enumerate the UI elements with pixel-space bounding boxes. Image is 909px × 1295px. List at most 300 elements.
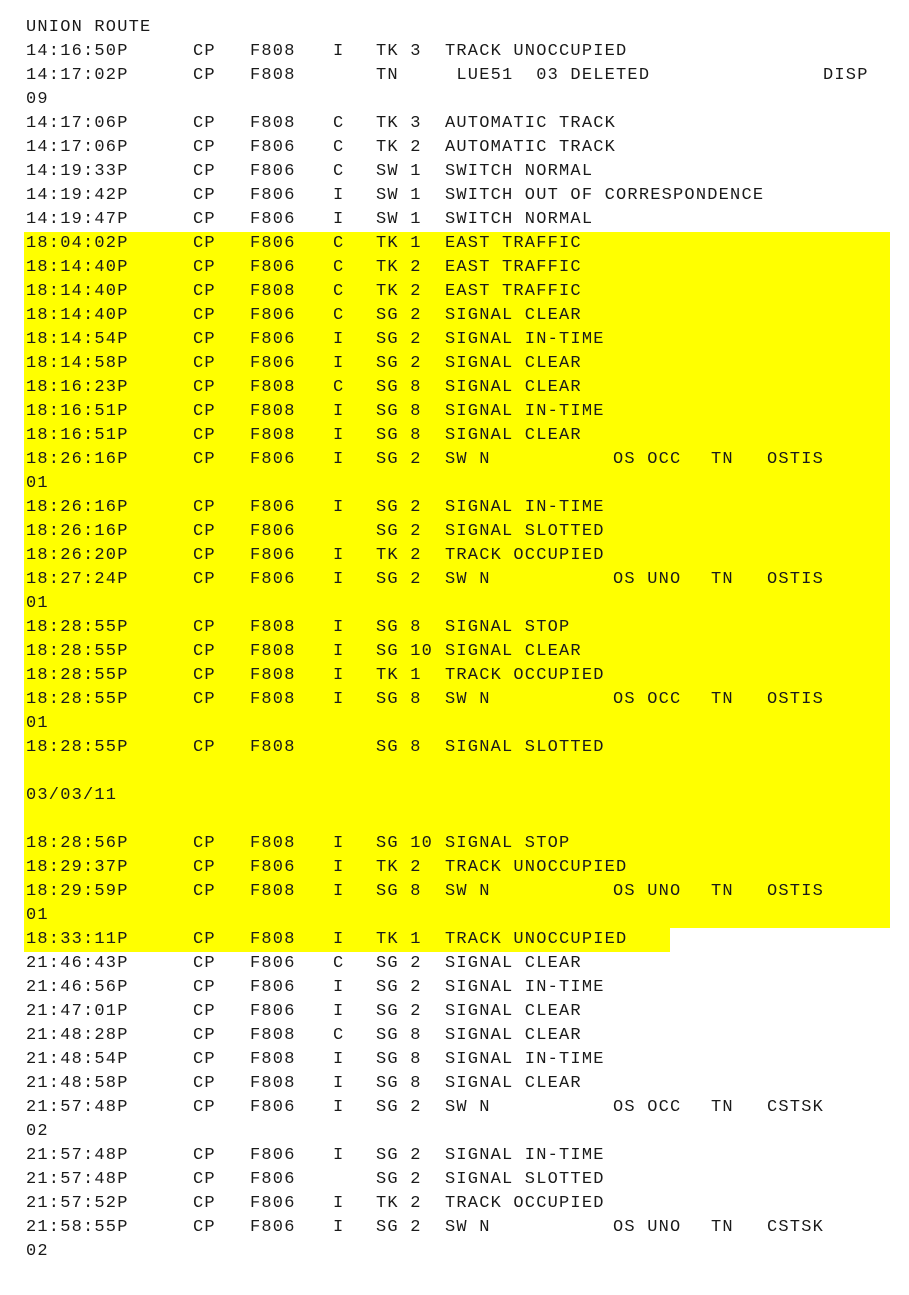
entry-cp: CP [193, 1218, 216, 1237]
entry-desc: TRACK UNOCCUPIED [445, 858, 628, 877]
entry-time: 18:16:51P [26, 402, 129, 421]
entry-dev: SG 8 [376, 738, 422, 757]
entry-time: 21:58:55P [26, 1218, 129, 1237]
entry-desc: SWITCH NORMAL [445, 210, 594, 229]
log-entry-continuation [24, 472, 890, 496]
entry-desc: SW N [445, 690, 491, 709]
entry-id: F808 [250, 618, 296, 637]
entry-status: I [333, 1194, 345, 1213]
log-entry [24, 520, 890, 544]
entry-status: C [333, 1026, 345, 1045]
entry-time: 18:29:37P [26, 858, 129, 877]
entry-status: C [333, 954, 345, 973]
entry-id: F806 [250, 498, 296, 517]
log-entry [0, 112, 909, 136]
entry-desc: SIGNAL CLEAR [445, 426, 582, 445]
log-entry [0, 1216, 909, 1240]
entry-status: I [333, 498, 345, 517]
entry-tag: OSTIS [767, 882, 825, 901]
entry-desc: SW N [445, 570, 491, 589]
log-entry [0, 160, 909, 184]
entry-time: 21:57:48P [26, 1170, 129, 1189]
log-entry [0, 1072, 909, 1096]
entry-dev: SG 2 [376, 498, 422, 517]
entry-desc: SW N [445, 450, 491, 469]
entry-cp: CP [193, 618, 216, 637]
entry-time: 14:19:33P [26, 162, 129, 181]
entry-continuation: 01 [26, 714, 49, 733]
log-entry [0, 136, 909, 160]
entry-desc: SIGNAL IN-TIME [445, 498, 605, 517]
entry-cp: CP [193, 1098, 216, 1117]
entry-cp: CP [193, 522, 216, 541]
entry-cp: CP [193, 114, 216, 133]
entry-cp: CP [193, 570, 216, 589]
entry-id: F806 [250, 258, 296, 277]
entry-id: F808 [250, 1026, 296, 1045]
entry-time: 18:33:11P [26, 930, 129, 949]
entry-desc: SWITCH NORMAL [445, 162, 594, 181]
entry-dev: SG 2 [376, 570, 422, 589]
entry-id: F806 [250, 1146, 296, 1165]
log-entry [24, 496, 890, 520]
entry-desc: SIGNAL STOP [445, 618, 571, 637]
entry-time: 18:26:16P [26, 498, 129, 517]
entry-tag: OSTIS [767, 570, 825, 589]
entry-desc: SW N [445, 882, 491, 901]
entry-cp: CP [193, 642, 216, 661]
entry-cp: CP [193, 450, 216, 469]
entry-dev: TK 2 [376, 1194, 422, 1213]
entry-status: I [333, 858, 345, 877]
entry-cp: CP [193, 930, 216, 949]
entry-id: F808 [250, 666, 296, 685]
entry-time: 14:17:02P [26, 66, 129, 85]
entry-status: I [333, 330, 345, 349]
entry-desc: EAST TRAFFIC [445, 258, 582, 277]
entry-desc: SIGNAL CLEAR [445, 1026, 582, 1045]
entry-cp: CP [193, 666, 216, 685]
entry-cp: CP [193, 738, 216, 757]
entry-status: C [333, 162, 345, 181]
entry-time: 18:28:55P [26, 618, 129, 637]
entry-disp: DISP [823, 66, 869, 85]
entry-status: C [333, 258, 345, 277]
entry-status: I [333, 642, 345, 661]
entry-cp: CP [193, 210, 216, 229]
entry-os: OS UNO [613, 570, 682, 589]
entry-dev: SG 8 [376, 1026, 422, 1045]
entry-desc: SIGNAL IN-TIME [445, 330, 605, 349]
entry-dev: SW 1 [376, 210, 422, 229]
entry-time: 18:26:16P [26, 522, 129, 541]
entry-id: F808 [250, 882, 296, 901]
entry-status: I [333, 618, 345, 637]
entry-id: F806 [250, 1170, 296, 1189]
entry-time: 18:28:56P [26, 834, 129, 853]
entry-time: 18:04:02P [26, 234, 129, 253]
entry-id: F806 [250, 354, 296, 373]
entry-desc: TRACK UNOCCUPIED [445, 930, 628, 949]
entry-status: I [333, 570, 345, 589]
log-entry [24, 736, 890, 760]
entry-dev: SG 2 [376, 978, 422, 997]
entry-id: F808 [250, 42, 296, 61]
entry-id: F806 [250, 954, 296, 973]
entry-time: 21:48:54P [26, 1050, 129, 1069]
entry-time: 14:16:50P [26, 42, 129, 61]
entry-time: 18:28:55P [26, 642, 129, 661]
entry-cp: CP [193, 1146, 216, 1165]
entry-cp: CP [193, 162, 216, 181]
entry-dev: SG 2 [376, 1146, 422, 1165]
log-entry [24, 256, 890, 280]
entry-dev: SG 8 [376, 1074, 422, 1093]
entry-time: 21:47:01P [26, 1002, 129, 1021]
entry-desc: SWITCH OUT OF CORRESPONDENCE [445, 186, 765, 205]
entry-tag: OSTIS [767, 690, 825, 709]
entry-dev: SG 2 [376, 330, 422, 349]
entry-time: 18:28:55P [26, 738, 129, 757]
entry-dev: SG 10 [376, 834, 434, 853]
entry-dev: TK 1 [376, 930, 422, 949]
entry-status: I [333, 402, 345, 421]
entry-time: 18:14:40P [26, 306, 129, 325]
log-entry [24, 568, 890, 592]
entry-dev: TK 1 [376, 234, 422, 253]
entry-desc: SIGNAL SLOTTED [445, 1170, 605, 1189]
log-entry-continuation [24, 592, 890, 616]
entry-id: F806 [250, 546, 296, 565]
entry-cp: CP [193, 546, 216, 565]
entry-id: F806 [250, 1194, 296, 1213]
entry-tag: CSTSK [767, 1218, 825, 1237]
entry-time: 18:16:51P [26, 426, 129, 445]
entry-id: F806 [250, 1002, 296, 1021]
entry-status: I [333, 834, 345, 853]
entry-time: 18:26:16P [26, 450, 129, 469]
entry-status: I [333, 1002, 345, 1021]
log-entry [0, 1192, 909, 1216]
entry-time: 21:57:48P [26, 1098, 129, 1117]
log-entry [24, 640, 890, 664]
entry-status: C [333, 234, 345, 253]
log-entry [24, 424, 890, 448]
log-entry [0, 184, 909, 208]
entry-dev: SG 2 [376, 354, 422, 373]
entry-dev: TK 2 [376, 546, 422, 565]
entry-cp: CP [193, 1026, 216, 1045]
log-entry [24, 616, 890, 640]
entry-time: 14:17:06P [26, 114, 129, 133]
entry-time: 21:46:56P [26, 978, 129, 997]
entry-time: 18:28:55P [26, 666, 129, 685]
entry-id: F808 [250, 378, 296, 397]
entry-status: C [333, 282, 345, 301]
entry-os: OS UNO [613, 882, 682, 901]
entry-cp: CP [193, 1170, 216, 1189]
entry-dev: SG 2 [376, 522, 422, 541]
entry-desc: SIGNAL CLEAR [445, 306, 582, 325]
entry-dev: SG 2 [376, 1170, 422, 1189]
log-entry [24, 376, 890, 400]
document-title: UNION ROUTE [26, 18, 152, 37]
entry-id: F806 [250, 210, 296, 229]
entry-id: F806 [250, 570, 296, 589]
entry-desc: AUTOMATIC TRACK [445, 138, 617, 157]
entry-continuation: 01 [26, 474, 49, 493]
entry-time: 21:48:28P [26, 1026, 129, 1045]
log-entry [24, 328, 890, 352]
log-entry-continuation [0, 1120, 909, 1144]
entry-status: I [333, 1218, 345, 1237]
entry-dev: SG 8 [376, 426, 422, 445]
entry-id: F806 [250, 162, 296, 181]
log-entry [0, 1144, 909, 1168]
entry-dev: SG 2 [376, 1098, 422, 1117]
entry-status: I [333, 1098, 345, 1117]
entry-id: F808 [250, 426, 296, 445]
entry-tn: TN [711, 450, 734, 469]
entry-desc: SIGNAL IN-TIME [445, 1146, 605, 1165]
entry-status: C [333, 306, 345, 325]
log-entry [0, 1168, 909, 1192]
entry-desc: SIGNAL IN-TIME [445, 1050, 605, 1069]
log-entry [24, 544, 890, 568]
entry-desc: SIGNAL CLEAR [445, 1002, 582, 1021]
entry-continuation: 02 [26, 1122, 49, 1141]
entry-dev: SG 8 [376, 378, 422, 397]
entry-desc: TRACK OCCUPIED [445, 666, 605, 685]
entry-id: F808 [250, 834, 296, 853]
entry-tn: TN [711, 570, 734, 589]
entry-cp: CP [193, 1002, 216, 1021]
entry-id: F808 [250, 114, 296, 133]
log-entry-continuation [24, 904, 890, 928]
entry-id: F806 [250, 234, 296, 253]
entry-id: F806 [250, 138, 296, 157]
entry-desc: AUTOMATIC TRACK [445, 114, 617, 133]
entry-os: OS OCC [613, 1098, 682, 1117]
entry-continuation: 02 [26, 1242, 49, 1261]
entry-time: 21:48:58P [26, 1074, 129, 1093]
entry-desc: SIGNAL STOP [445, 834, 571, 853]
log-entry [24, 280, 890, 304]
entry-dev: TK 2 [376, 138, 422, 157]
log-entry [0, 1048, 909, 1072]
entry-id: F808 [250, 642, 296, 661]
date-marker-row [24, 784, 890, 808]
entry-time: 18:28:55P [26, 690, 129, 709]
entry-dev: SG 8 [376, 1050, 422, 1069]
entry-dev: SG 2 [376, 1218, 422, 1237]
entry-cp: CP [193, 882, 216, 901]
log-entry [0, 1096, 909, 1120]
entry-dev: SG 2 [376, 1002, 422, 1021]
entry-id: F806 [250, 1098, 296, 1117]
entry-dev: TK 2 [376, 282, 422, 301]
entry-dev: TK 1 [376, 666, 422, 685]
entry-os: OS UNO [613, 1218, 682, 1237]
entry-desc: SIGNAL IN-TIME [445, 402, 605, 421]
entry-status: I [333, 42, 345, 61]
log-entry [24, 856, 890, 880]
event-log [0, 40, 909, 1264]
entry-time: 14:19:47P [26, 210, 129, 229]
entry-status: I [333, 210, 345, 229]
entry-cp: CP [193, 690, 216, 709]
log-entry [24, 448, 890, 472]
entry-id: F806 [250, 330, 296, 349]
entry-time: 18:14:40P [26, 282, 129, 301]
blank-line [24, 760, 890, 784]
entry-id: F806 [250, 450, 296, 469]
entry-status: I [333, 186, 345, 205]
entry-cp: CP [193, 498, 216, 517]
entry-id: F808 [250, 282, 296, 301]
entry-dev: SG 2 [376, 954, 422, 973]
entry-desc: TRACK UNOCCUPIED [445, 42, 628, 61]
entry-dev: TN [376, 66, 399, 85]
entry-cp: CP [193, 138, 216, 157]
entry-cp: CP [193, 834, 216, 853]
entry-id: F808 [250, 930, 296, 949]
log-entry [0, 1024, 909, 1048]
log-entry [24, 400, 890, 424]
entry-cp: CP [193, 858, 216, 877]
entry-cp: CP [193, 42, 216, 61]
log-entry-continuation [0, 1240, 909, 1264]
entry-id: F808 [250, 66, 296, 85]
entry-time: 18:14:54P [26, 330, 129, 349]
entry-cp: CP [193, 978, 216, 997]
log-entry [0, 952, 909, 976]
entry-status: I [333, 666, 345, 685]
log-entry [24, 232, 890, 256]
entry-continuation: 09 [26, 90, 49, 109]
entry-dev: SG 8 [376, 882, 422, 901]
entry-dev: SG 8 [376, 402, 422, 421]
entry-dev: SG 2 [376, 450, 422, 469]
log-entry [24, 664, 890, 688]
entry-dev: SW 1 [376, 162, 422, 181]
entry-tn: TN [711, 690, 734, 709]
entry-time: 21:57:52P [26, 1194, 129, 1213]
entry-id: F806 [250, 978, 296, 997]
entry-desc: SIGNAL SLOTTED [445, 738, 605, 757]
entry-os: OS OCC [613, 690, 682, 709]
entry-time: 18:27:24P [26, 570, 129, 589]
log-entry [0, 40, 909, 64]
entry-status: I [333, 450, 345, 469]
entry-cp: CP [193, 234, 216, 253]
entry-cp: CP [193, 1194, 216, 1213]
entry-desc: TRACK OCCUPIED [445, 1194, 605, 1213]
entry-dev: SW 1 [376, 186, 422, 205]
entry-status: I [333, 1146, 345, 1165]
entry-id: F808 [250, 1050, 296, 1069]
entry-id: F806 [250, 306, 296, 325]
log-entry [0, 1000, 909, 1024]
entry-time: 14:17:06P [26, 138, 129, 157]
entry-tag: OSTIS [767, 450, 825, 469]
entry-time: 18:14:58P [26, 354, 129, 373]
entry-desc: LUE51 03 DELETED [445, 66, 651, 85]
entry-tn: TN [711, 1098, 734, 1117]
log-entry [24, 304, 890, 328]
entry-id: F806 [250, 858, 296, 877]
entry-cp: CP [193, 954, 216, 973]
entry-cp: CP [193, 1050, 216, 1069]
entry-desc: EAST TRAFFIC [445, 282, 582, 301]
entry-cp: CP [193, 66, 216, 85]
entry-time: 21:46:43P [26, 954, 129, 973]
entry-time: 14:19:42P [26, 186, 129, 205]
entry-id: F808 [250, 1074, 296, 1093]
entry-desc: SIGNAL SLOTTED [445, 522, 605, 541]
entry-id: F808 [250, 738, 296, 757]
log-entry-continuation [24, 712, 890, 736]
entry-cp: CP [193, 282, 216, 301]
entry-desc: SIGNAL CLEAR [445, 954, 582, 973]
entry-time: 18:26:20P [26, 546, 129, 565]
entry-status: I [333, 1074, 345, 1093]
blank-line [24, 808, 890, 832]
date-marker: 03/03/11 [26, 786, 118, 805]
entry-desc: SIGNAL CLEAR [445, 1074, 582, 1093]
entry-tn: TN [711, 1218, 734, 1237]
entry-status: I [333, 426, 345, 445]
entry-desc: SIGNAL IN-TIME [445, 978, 605, 997]
entry-cp: CP [193, 354, 216, 373]
entry-dev: TK 3 [376, 42, 422, 61]
entry-cp: CP [193, 378, 216, 397]
entry-dev: SG 8 [376, 618, 422, 637]
entry-cp: CP [193, 1074, 216, 1093]
entry-desc: TRACK OCCUPIED [445, 546, 605, 565]
log-entry [24, 832, 890, 856]
entry-id: F808 [250, 402, 296, 421]
log-entry [24, 880, 890, 904]
entry-cp: CP [193, 186, 216, 205]
log-entry [24, 688, 890, 712]
entry-id: F806 [250, 522, 296, 541]
entry-status: C [333, 138, 345, 157]
log-entry [24, 928, 670, 952]
entry-continuation: 01 [26, 906, 49, 925]
entry-status: I [333, 690, 345, 709]
entry-dev: TK 3 [376, 114, 422, 133]
entry-status: C [333, 114, 345, 133]
entry-tn: TN [711, 882, 734, 901]
log-entry [24, 352, 890, 376]
entry-cp: CP [193, 306, 216, 325]
log-entry [0, 976, 909, 1000]
entry-time: 18:16:23P [26, 378, 129, 397]
entry-status: I [333, 882, 345, 901]
entry-time: 21:57:48P [26, 1146, 129, 1165]
log-entry-continuation [0, 88, 909, 112]
entry-id: F808 [250, 690, 296, 709]
entry-status: I [333, 354, 345, 373]
entry-id: F806 [250, 186, 296, 205]
entry-desc: SW N [445, 1218, 491, 1237]
entry-desc: SW N [445, 1098, 491, 1117]
entry-desc: EAST TRAFFIC [445, 234, 582, 253]
entry-id: F806 [250, 1218, 296, 1237]
entry-dev: SG 2 [376, 306, 422, 325]
entry-dev: TK 2 [376, 258, 422, 277]
